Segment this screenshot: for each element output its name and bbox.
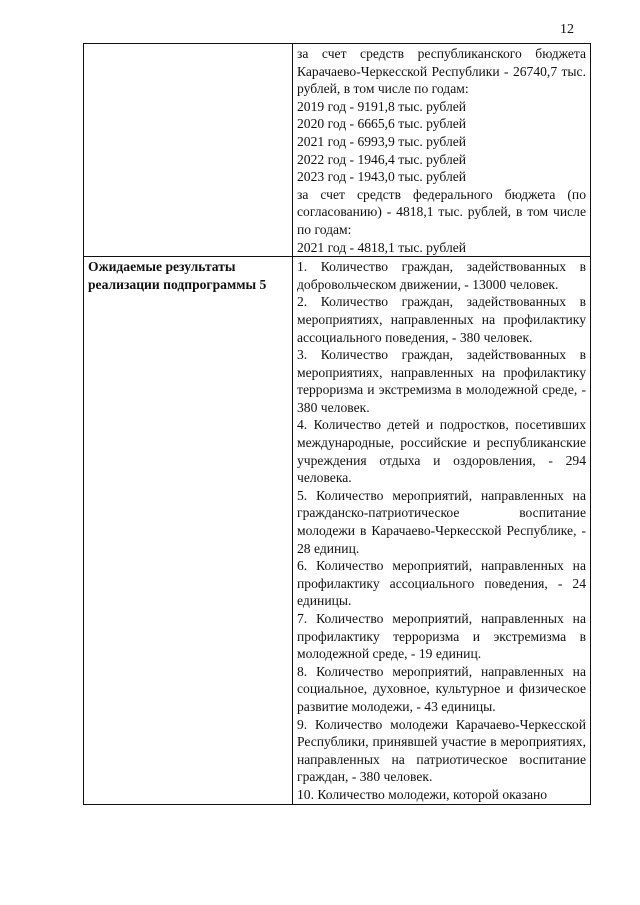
funding-year-2021: 2021 год - 6993,9 тыс. рублей	[297, 133, 467, 149]
result-item-8: 8. Количество мероприятий, направленных на социальное, духовное, культурное и физическое развитие молодежи, - 43 единицы.	[297, 663, 586, 714]
result-item-4: 4. Количество детей и подростков, посетивших международные, российские и республиканские учреждения отдыха и оздоровления, - 294 человека.	[297, 417, 586, 486]
funding-regional-text: за счет средств республиканского бюджета Карачаево-Черкесской Республики - 26740,7 тыс. рублей, в том числе по годам:	[297, 46, 586, 97]
funding-federal-year-2021: 2021 год - 4818,1 тыс. рублей	[297, 239, 467, 255]
funding-federal-text: за счет средств федерального бюджета (по согласованию) - 4818,1 тыс. рублей, в том числе по годам:	[297, 186, 586, 237]
table-row-funding	[84, 44, 591, 257]
result-item-3: 3. Количество граждан, задействованных в мероприятиях, направленных на профилактику терроризма и экстремизма в молодежной среде, - 380 человек.	[297, 347, 586, 415]
expected-results-cell	[293, 257, 591, 804]
result-item-2: 2. Количество граждан, задействованных в мероприятиях, направленных на профилактику ассоциального поведения, - 380 человек.	[297, 294, 586, 345]
result-item-1: 1. Количество граждан, задействованных в добровольческом движении, - 13000 человек.	[297, 259, 586, 292]
row-label	[84, 44, 293, 257]
result-item-10: 10. Количество молодежи, которой оказано	[297, 786, 548, 802]
funding-year-2020: 2020 год - 6665,6 тыс. рублей	[297, 116, 467, 132]
funding-year-2023: 2023 год - 1943,0 тыс. рублей	[297, 169, 467, 185]
page-number: 12	[560, 22, 574, 37]
result-item-7: 7. Количество мероприятий, направленных на профилактику терроризма и экстремизма в молодежной среде, - 19 единиц.	[297, 611, 586, 662]
result-item-9: 9. Количество молодежи Карачаево-Черкесской Республики, принявшей участие в мероприятиях, направленных на патриотическое воспитание граждан, - 380 человек.	[297, 716, 586, 785]
expected-results-label: Ожидаемые результаты реализации подпрограммы 5	[84, 257, 293, 804]
result-item-6: 6. Количество мероприятий, направленных на профилактику ассоциального поведения, - 24 единицы.	[297, 558, 586, 609]
funding-year-2019: 2019 год - 9191,8 тыс. рублей	[297, 98, 467, 114]
funding-year-2022: 2022 год - 1946,4 тыс. рублей	[297, 151, 467, 167]
funding-cell	[293, 44, 591, 257]
program-passport-table	[83, 43, 591, 805]
table-row-expected-results	[84, 257, 591, 804]
result-item-5: 5. Количество мероприятий, направленных на гражданско-патриотическое воспитание молодежи в Карачаево-Черкесской Республике, - 28 единиц.	[297, 487, 586, 556]
